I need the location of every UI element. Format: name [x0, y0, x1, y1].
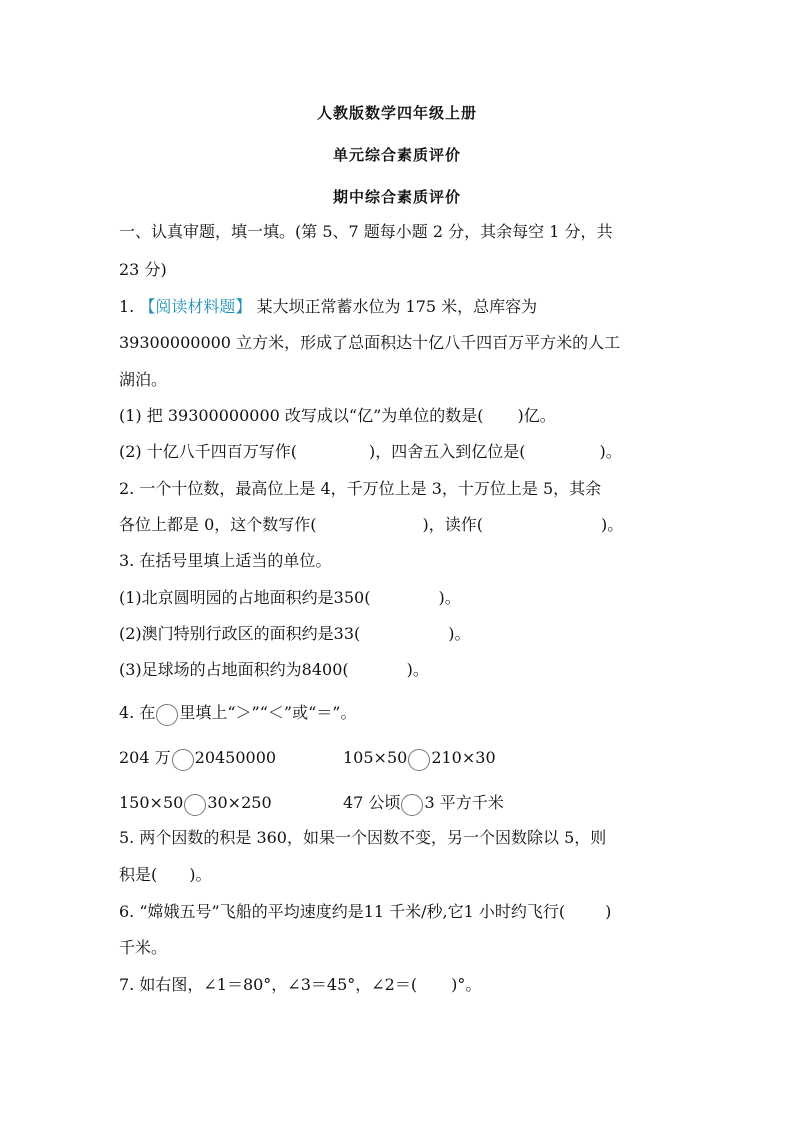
compare-2-left: 105×50 — [343, 748, 408, 767]
exam-title: 期中综合素质评价 — [332, 188, 461, 206]
question-5-line2 — [119, 865, 212, 885]
q4-text: 4. 在 — [119, 703, 156, 722]
question-3 — [119, 551, 331, 571]
question-2-line2 — [119, 515, 623, 535]
question-1-sub2 — [119, 442, 622, 462]
q1-sub1-text: (1) 把 39300000000 改写成以“亿”为单位的数是( — [119, 406, 484, 425]
question-4-row2 — [119, 793, 679, 816]
question-4-row1 — [119, 748, 679, 771]
q3-sub1-text: (1)北京圆明园的占地面积约是350( — [119, 588, 371, 607]
compare-3-circle[interactable] — [184, 794, 206, 816]
section1-heading — [119, 222, 612, 242]
q1-tag: 【阅读材料题】 — [139, 297, 252, 316]
section1-heading-text: 一、认真审题，填一填。(第 5、7 题每小题 2 分，其余每空 1 分，共 — [119, 222, 613, 241]
q6-unit: 千米。 — [119, 938, 168, 957]
q1-sub2-text: (2) 十亿八千四百万写作( — [119, 442, 297, 461]
question-2 — [119, 479, 601, 499]
question-3-sub3 — [119, 660, 429, 680]
compare-1-left: 204 万 — [119, 748, 171, 767]
compare-2 — [343, 748, 496, 771]
compare-2-right: 210×30 — [431, 748, 496, 767]
compare-3-left: 150×50 — [119, 793, 184, 812]
compare-1-right: 20450000 — [194, 748, 277, 767]
q1-number: 1. — [119, 297, 135, 316]
q1-text-cont: 39300000000 立方米，形成了总面积达十亿八千四百万平方米的人工 — [119, 333, 621, 352]
q2-end: )。 — [601, 515, 624, 534]
question-5 — [119, 828, 606, 848]
q2-text: 2. 一个十位数，最高位上是 4，千万位上是 3，十万位上是 5，其余 — [119, 479, 602, 498]
compare-3-right: 30×250 — [207, 793, 272, 812]
q3-sub1-end: )。 — [438, 588, 461, 607]
compare-4-left: 47 公顷 — [343, 793, 401, 812]
q3-text: 3. 在括号里填上适当的单位。 — [119, 551, 332, 570]
q7-text: 7. 如右图，∠1＝80°，∠3＝45°，∠2＝( — [119, 975, 418, 994]
question-1-sub1 — [119, 406, 556, 426]
unit-title: 单元综合素质评价 — [332, 146, 461, 164]
q6-text: 6. “嫦娥五号”飞船的平均速度约是11 千米/秒,它1 小时约飞行( — [119, 902, 566, 921]
q5-text: 5. 两个因数的积是 360，如果一个因数不变，另一个因数除以 5，则 — [119, 828, 607, 847]
q1-text: 某大坝正常蓄水位为 175 米，总库容为 — [256, 297, 538, 316]
compare-4-right: 3 平方千米 — [424, 793, 504, 812]
q7-end: )°。 — [451, 975, 482, 994]
circle-placeholder — [156, 704, 178, 726]
section1-heading-cont — [119, 260, 167, 280]
question-3-sub2 — [119, 624, 471, 644]
q3-sub2-text: (2)澳门特别行政区的面积约是33( — [119, 624, 361, 643]
q1-sub1-unit: )亿。 — [517, 406, 556, 425]
q1-sub2-end: )。 — [599, 442, 622, 461]
compare-1-circle[interactable] — [172, 749, 194, 771]
q5-end: )。 — [189, 865, 212, 884]
compare-4 — [343, 793, 504, 816]
q2-text-cont: 各位上都是 0，这个数写作( — [119, 515, 317, 534]
question-3-sub1 — [119, 588, 461, 608]
question-7 — [119, 975, 481, 995]
question-6-line2 — [119, 938, 167, 958]
q2-read-label: )，读作( — [422, 515, 484, 534]
section1-score: 23 分) — [119, 260, 167, 279]
question-1-line3 — [119, 370, 167, 390]
book-title: 人教版数学四年级上册 — [316, 104, 477, 122]
question-1 — [119, 297, 537, 317]
q4-text-cont: 里填上“＞”“＜”或“＝”。 — [179, 703, 357, 722]
q6-paren-close: ) — [605, 902, 612, 921]
q3-sub2-end: )。 — [448, 624, 471, 643]
question-6 — [119, 902, 611, 922]
q3-sub3-end: )。 — [406, 660, 429, 679]
compare-4-circle[interactable] — [401, 794, 423, 816]
q1-sub2-mid: )，四舍五入到亿位是( — [369, 442, 526, 461]
compare-2-circle[interactable] — [408, 749, 430, 771]
question-1-line2 — [119, 333, 620, 353]
question-4 — [119, 703, 356, 726]
q5-text-cont: 积是( — [119, 865, 158, 884]
q3-sub3-text: (3)足球场的占地面积约为8400( — [119, 660, 349, 679]
q1-text-end: 湖泊。 — [119, 370, 168, 389]
